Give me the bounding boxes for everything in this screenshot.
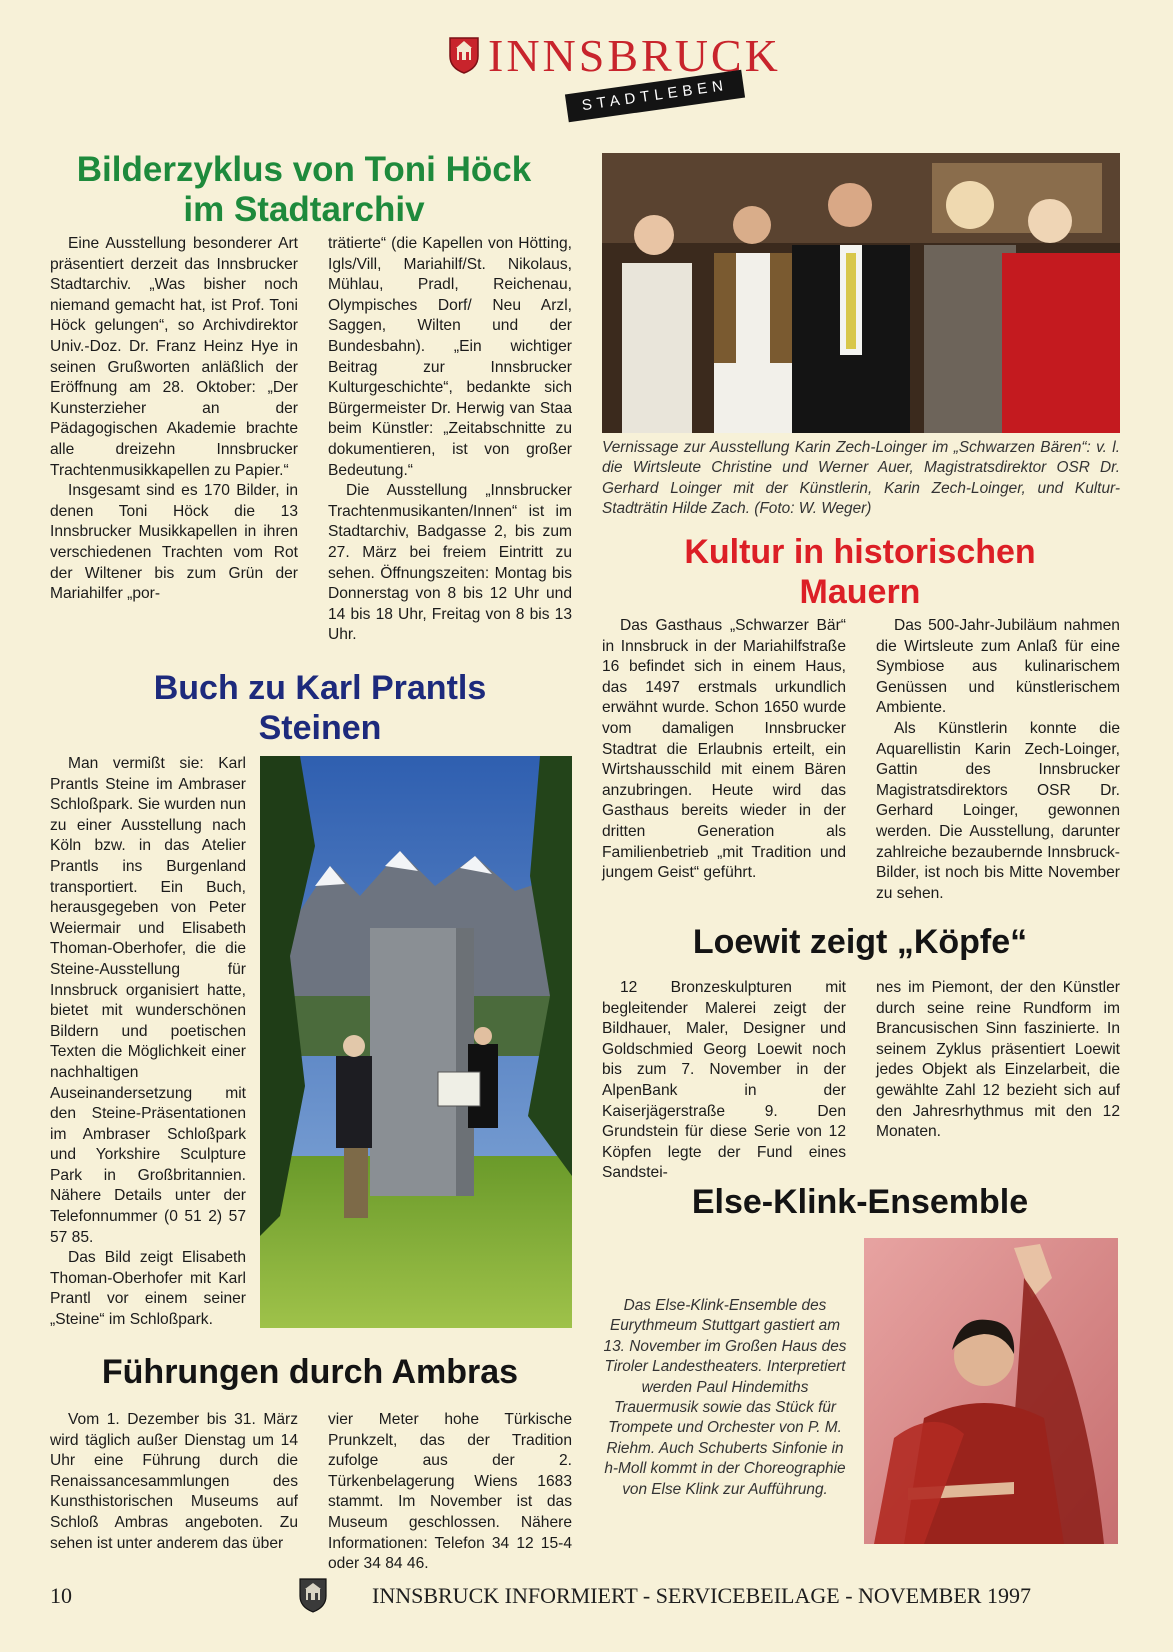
- klink-dancer-image: [864, 1238, 1118, 1544]
- publication-footer: INNSBRUCK INFORMIERT - SERVICEBEILAGE - NOVEMBER 1997: [372, 1583, 1031, 1608]
- headline-ambras: Führungen durch Ambras: [101, 1353, 519, 1391]
- prantl-column: [50, 754, 246, 1331]
- ambras-paragraph: Vom 1. Dezember bis 31. März wird täglich außer Dienstag um 14 Uhr eine Führung durch die Renaissancesammlungen des Kunsthistorischen Museums auf Schloß Ambras angeboten. Zu sehen ist unter anderem das über: [50, 1411, 298, 1552]
- hoeck-paragraph: Die Ausstellung „Innsbrucker Trachtenmusikanten/Innen“ ist im Stadtarchiv, Badgasse 2, bis zum 27. März bei freiem Eintritt zu sehen. Öffnungszeiten: Montag bis Donnerstag von 8 bis 12 Uhr und 14 bis 18 Uhr, Freitag von 8 bis 13 Uhr.: [328, 482, 572, 644]
- loewit-column-1: [602, 978, 846, 1184]
- hoeck-paragraph: Eine Ausstellung besonderer Art präsentiert derzeit das Innsbrucker Stadtarchiv. „Was bisher noch niemand gemacht hat, ist Prof. Toni Höck gelungen“, so Archivdirektor Univ.-Doz. Dr. Franz Heinz Hye in seinen Grußworten anläßlich der Eröffnung am 28. Oktober: „Der Kunsterzieher an der Pädagogischen Akademie brachte alle dreizehn Innsbrucker Trachtenmusikkapellen zu Papier.“: [50, 235, 298, 479]
- masthead-subtitle: STADTLEBEN: [565, 70, 745, 123]
- kultur-paragraph: Als Künstlerin konnte die Aquarellistin Karin Zech-Loinger, Gattin des Innsbrucker Magistratsdirektors OSR Dr. Gerhard Loinger, gewonnen werden. Die Ausstellung, darunter zahlreiche bezaubernde Innsbruck-Bilder, ist noch bis Mitte November zu sehen.: [876, 719, 1120, 902]
- loewit-column-2: [876, 978, 1120, 1143]
- kultur-column-2: [876, 616, 1120, 904]
- headline-prantl-line1: Buch zu Karl Prantls: [153, 669, 487, 707]
- hoeck-column-2: [328, 234, 572, 646]
- headline-kultur-line1: Kultur in historischen: [684, 533, 1036, 571]
- prantl-stone-image: [260, 756, 572, 1328]
- ambras-paragraph: vier Meter hohe Türkische Prunkzelt, das der Tradition zufolge aus der 2. Türkenbelagerung Wiens 1683 stammt. Im November ist das Museum geschlossen. Nähere Informationen: Telefon 34 12 15-4 oder 34 84 46.: [328, 1411, 572, 1573]
- headline-hoeck: [44, 150, 564, 230]
- vernissage-photo: [602, 153, 1120, 433]
- headline-loewit: Loewit zeigt „Köpfe“: [692, 923, 1028, 961]
- headline-kultur-line2: Mauern: [799, 573, 921, 611]
- kultur-column-1: [602, 616, 846, 884]
- headline-prantl: [100, 668, 540, 748]
- loewit-paragraph: 12 Bronzeskulpturen mit begleitender Malerei zeigt der Bildhauer, Maler, Designer und Goldschmied Georg Loewit noch bis zum 7. November in der AlpenBank in der Kaiserjägerstraße 9. Den Grundstein für diese Serie von 12 Köpfen legte der Fund eines Sandstei-: [602, 979, 846, 1182]
- prantl-stone-photo: [260, 756, 572, 1328]
- klink-caption: Das Else-Klink-Ensemble des Eurythmeum Stuttgart gastiert am 13. November im Großen Haus des Tiroler Landestheaters. Interpretiert werden Paul Hindemiths Trauermusik sowie das Stück für Trompete und Orchester von P. M. Riehm. Auch Schuberts Sinfonie in h-Moll kommt in der Choreographie von Else Klink zur Aufführung.: [603, 1297, 847, 1498]
- klink-dancer-photo: [864, 1238, 1118, 1544]
- kultur-paragraph: Das 500-Jahr-Jubiläum nahmen die Wirtsleute zum Anlaß für eine Symbiose aus kulinarischem Genüssen und künstlerischem Ambiente.: [876, 617, 1120, 717]
- vernissage-group-image: [602, 153, 1120, 433]
- prantl-paragraph: Man vermißt sie: Karl Prantls Steine im Ambraser Schloßpark. Sie wurden nun zu einer Ausstellung nach Köln bzw. in das Atelier Prantls ins Burgenland transportiert. Ein Buch, herausgegeben von Peter Weiermair und Elisabeth Thoman-Oberhofer, die die Steine-Ausstellung für Innsbruck organisiert hatte, bietet mit wunderschönen Bildern und poetischen Texten die Möglichkeit einer nachhaltigen Auseinandersetzung mit den Steine-Präsentationen im Ambraser Schloßpark und Yorkshire Sculpture Park in Großbritannien. Nähere Details unter der Telefonnummer (0 51 2) 57 57 85.: [50, 755, 246, 1246]
- masthead: [448, 26, 781, 122]
- headline-hoeck-line1: Bilderzyklus von Toni Höck: [76, 150, 532, 189]
- innsbruck-crest-icon: [448, 36, 480, 74]
- hoeck-paragraph: trätierte“ (die Kapellen von Hötting, Igls/Vill, Mariahilf/St. Nikolaus, Mühlau, Pradl, Reichenau, Olympisches Dorf/ Neu Arzl, Saggen, Wilten und der Bundesbahn). „Ein wichtiger Beitrag zur Innsbrucker Kulturgeschichte“, bedankte sich Bürgermeister Dr. Herwig van Staa beim Künstler: „Zeitabschnitte zu dokumentieren, ist von großer Bedeutung.“: [328, 235, 572, 479]
- headline-hoeck-line2: im Stadtarchiv: [183, 190, 425, 229]
- page-number: 10: [50, 1583, 72, 1608]
- hoeck-paragraph: Insgesamt sind es 170 Bilder, in denen Toni Höck die 13 Innsbrucker Musikkapellen in ihren verschiedenen Trachten vom Rot der Wiltener bis zum Grün der Mariahilfer „por-: [50, 482, 298, 603]
- headline-kultur: [600, 532, 1120, 612]
- vernissage-caption: Vernissage zur Ausstellung Karin Zech-Loinger im „Schwarzen Bären“: v. l. die Wirtsleute Christine und Werner Auer, Magistratsdirektor OSR Dr. Gerhard Loinger mit der Künstlerin, Karin Zech-Loinger, und Kultur-Stadträtin Hilde Zach. (Foto: W. Weger): [602, 439, 1120, 518]
- headline-klink: Else-Klink-Ensemble: [691, 1183, 1029, 1221]
- loewit-paragraph: nes im Piemont, der den Künstler durch seine reine Rundform im Brancusischen Sinn faszinierte. In seinem Zyklus präsentiert Loewit jedes Objekt als Einzelarbeit, die gewählte Zahl 12 bezieht sich auf den Jahresrhythmus mit den 12 Monaten.: [876, 979, 1120, 1141]
- ambras-column-1: [50, 1410, 298, 1554]
- headline-prantl-line2: Steinen: [258, 709, 382, 747]
- masthead-title: INNSBRUCK: [488, 30, 781, 81]
- innsbruck-crest-footer-icon: [298, 1577, 328, 1613]
- prantl-paragraph: Das Bild zeigt Elisabeth Thoman-Oberhofer mit Karl Prantl vor einem seiner „Steine“ im Schloßpark.: [50, 1249, 246, 1329]
- hoeck-column-1: [50, 234, 298, 605]
- kultur-paragraph: Das Gasthaus „Schwarzer Bär“ in Innsbruck in der Mariahilfstraße 16 befindet sich in einem Haus, das 1497 erstmals urkundlich erwähnt wurde. Schon 1650 wurde vom damaligen Innsbrucker Stadtrat die Erlaubnis erteilt, ein Wirtshausschild mit einem Bären anzubringen. Heute wird das Gasthaus bereits wieder in der dritten Generation als Familienbetrieb „mit Tradition und jungem Geist“ geführt.: [602, 617, 846, 882]
- ambras-column-2: [328, 1410, 572, 1575]
